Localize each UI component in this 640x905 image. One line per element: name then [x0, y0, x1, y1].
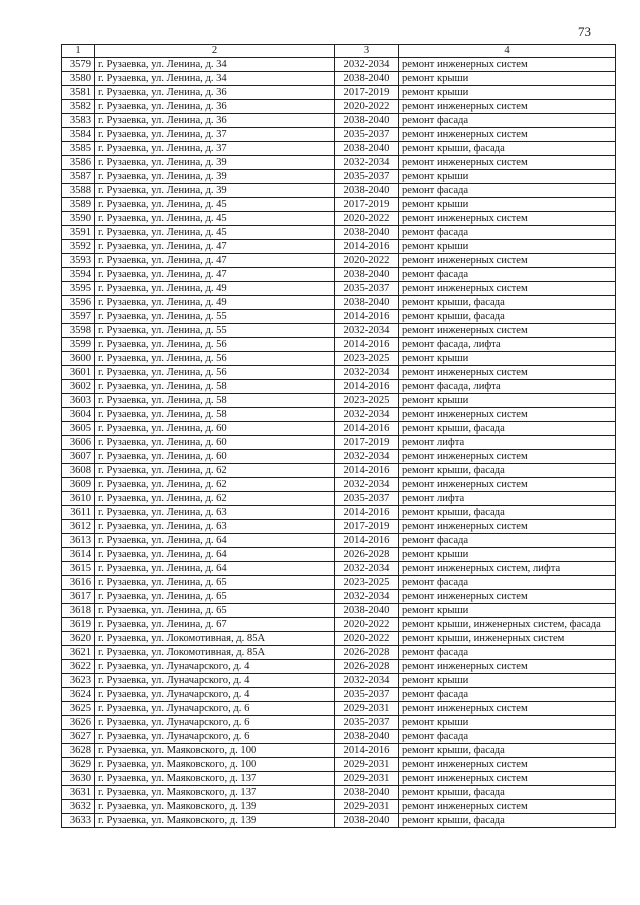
- work-type: ремонт крыши: [399, 548, 616, 562]
- period: 2038-2040: [335, 296, 399, 310]
- row-number: 3609: [62, 478, 95, 492]
- period: 2014-2016: [335, 506, 399, 520]
- period: 2017-2019: [335, 198, 399, 212]
- period: 2032-2034: [335, 366, 399, 380]
- row-number: 3580: [62, 72, 95, 86]
- work-type: ремонт крыши, фасада: [399, 786, 616, 800]
- row-number: 3586: [62, 156, 95, 170]
- address: г. Рузаевка, ул. Маяковского, д. 100: [95, 758, 335, 772]
- work-type: ремонт крыши: [399, 86, 616, 100]
- table-row: [62, 408, 616, 422]
- row-number: 3603: [62, 394, 95, 408]
- table-row: [62, 506, 616, 520]
- address: г. Рузаевка, ул. Ленина, д. 49: [95, 282, 335, 296]
- address: г. Рузаевка, ул. Ленина, д. 67: [95, 618, 335, 632]
- period: 2038-2040: [335, 226, 399, 240]
- table-row: [62, 268, 616, 282]
- row-number: 3579: [62, 58, 95, 72]
- period: 2020-2022: [335, 254, 399, 268]
- work-type: ремонт лифта: [399, 492, 616, 506]
- period: 2020-2022: [335, 632, 399, 646]
- address: г. Рузаевка, ул. Луначарского, д. 4: [95, 688, 335, 702]
- table-row: [62, 86, 616, 100]
- period: 2017-2019: [335, 436, 399, 450]
- work-type: ремонт крыши, инженерных систем: [399, 632, 616, 646]
- header-col-4: 4: [399, 45, 616, 58]
- period: 2020-2022: [335, 100, 399, 114]
- period: 2038-2040: [335, 72, 399, 86]
- row-number: 3585: [62, 142, 95, 156]
- work-type: ремонт крыши, фасада: [399, 744, 616, 758]
- period: 2035-2037: [335, 492, 399, 506]
- table-row: [62, 604, 616, 618]
- address: г. Рузаевка, ул. Ленина, д. 64: [95, 534, 335, 548]
- table-row: [62, 100, 616, 114]
- table-row: [62, 492, 616, 506]
- address: г. Рузаевка, ул. Ленина, д. 60: [95, 422, 335, 436]
- work-type: ремонт лифта: [399, 436, 616, 450]
- table-row: [62, 226, 616, 240]
- period: 2023-2025: [335, 576, 399, 590]
- table-row: [62, 240, 616, 254]
- row-number: 3621: [62, 646, 95, 660]
- row-number: 3592: [62, 240, 95, 254]
- work-type: ремонт крыши: [399, 352, 616, 366]
- work-type: ремонт инженерных систем: [399, 282, 616, 296]
- row-number: 3594: [62, 268, 95, 282]
- period: 2014-2016: [335, 534, 399, 548]
- period: 2014-2016: [335, 380, 399, 394]
- row-number: 3598: [62, 324, 95, 338]
- table-row: [62, 548, 616, 562]
- address: г. Рузаевка, ул. Луначарского, д. 4: [95, 674, 335, 688]
- row-number: 3620: [62, 632, 95, 646]
- work-type: ремонт крыши, фасада: [399, 296, 616, 310]
- address: г. Рузаевка, ул. Ленина, д. 45: [95, 226, 335, 240]
- row-number: 3633: [62, 814, 95, 828]
- period: 2032-2034: [335, 324, 399, 338]
- address: г. Рузаевка, ул. Ленина, д. 39: [95, 184, 335, 198]
- period: 2029-2031: [335, 702, 399, 716]
- header-col-1: 1: [62, 45, 95, 58]
- row-number: 3601: [62, 366, 95, 380]
- row-number: 3600: [62, 352, 95, 366]
- row-number: 3611: [62, 506, 95, 520]
- table-row: [62, 786, 616, 800]
- period: 2020-2022: [335, 618, 399, 632]
- work-type: ремонт инженерных систем: [399, 590, 616, 604]
- period: 2032-2034: [335, 562, 399, 576]
- work-type: ремонт инженерных систем: [399, 58, 616, 72]
- row-number: 3614: [62, 548, 95, 562]
- address: г. Рузаевка, ул. Ленина, д. 37: [95, 128, 335, 142]
- address: г. Рузаевка, ул. Луначарского, д. 4: [95, 660, 335, 674]
- table-row: [62, 590, 616, 604]
- row-number: 3625: [62, 702, 95, 716]
- address: г. Рузаевка, ул. Ленина, д. 62: [95, 464, 335, 478]
- period: 2038-2040: [335, 268, 399, 282]
- row-number: 3587: [62, 170, 95, 184]
- table-row: [62, 478, 616, 492]
- work-type: ремонт фасада: [399, 184, 616, 198]
- work-type: ремонт крыши: [399, 72, 616, 86]
- row-number: 3604: [62, 408, 95, 422]
- work-type: ремонт инженерных систем: [399, 156, 616, 170]
- table-row: [62, 534, 616, 548]
- address: г. Рузаевка, ул. Ленина, д. 47: [95, 254, 335, 268]
- period: 2035-2037: [335, 716, 399, 730]
- work-type: ремонт фасада, лифта: [399, 380, 616, 394]
- work-type: ремонт инженерных систем: [399, 660, 616, 674]
- address: г. Рузаевка, ул. Ленина, д. 34: [95, 58, 335, 72]
- period: 2023-2025: [335, 352, 399, 366]
- period: 2017-2019: [335, 520, 399, 534]
- address: г. Рузаевка, ул. Ленина, д. 63: [95, 520, 335, 534]
- work-type: ремонт фасада: [399, 730, 616, 744]
- period: 2038-2040: [335, 786, 399, 800]
- address: г. Рузаевка, ул. Ленина, д. 60: [95, 450, 335, 464]
- period: 2035-2037: [335, 128, 399, 142]
- table-row: [62, 520, 616, 534]
- table-row: [62, 772, 616, 786]
- table-row: [62, 352, 616, 366]
- table-row: [62, 212, 616, 226]
- row-number: 3582: [62, 100, 95, 114]
- table-row: [62, 800, 616, 814]
- address: г. Рузаевка, ул. Ленина, д. 49: [95, 296, 335, 310]
- row-number: 3589: [62, 198, 95, 212]
- row-number: 3596: [62, 296, 95, 310]
- address: г. Рузаевка, ул. Ленина, д. 60: [95, 436, 335, 450]
- row-number: 3631: [62, 786, 95, 800]
- table-row: [62, 72, 616, 86]
- row-number: 3606: [62, 436, 95, 450]
- work-type: ремонт инженерных систем: [399, 702, 616, 716]
- table-row: [62, 338, 616, 352]
- address: г. Рузаевка, ул. Ленина, д. 65: [95, 604, 335, 618]
- work-type: ремонт инженерных систем: [399, 450, 616, 464]
- address: г. Рузаевка, ул. Ленина, д. 65: [95, 590, 335, 604]
- work-type: ремонт инженерных систем: [399, 324, 616, 338]
- work-type: ремонт крыши: [399, 170, 616, 184]
- work-type: ремонт крыши, инженерных систем, фасада: [399, 618, 616, 632]
- header-row: [62, 45, 616, 58]
- row-number: 3626: [62, 716, 95, 730]
- address: г. Рузаевка, ул. Ленина, д. 45: [95, 198, 335, 212]
- table-row: [62, 380, 616, 394]
- period: 2014-2016: [335, 338, 399, 352]
- table-row: [62, 562, 616, 576]
- row-number: 3630: [62, 772, 95, 786]
- table-row: [62, 128, 616, 142]
- work-type: ремонт инженерных систем, лифта: [399, 562, 616, 576]
- work-type: ремонт инженерных систем: [399, 128, 616, 142]
- period: 2032-2034: [335, 156, 399, 170]
- address: г. Рузаевка, ул. Ленина, д. 36: [95, 86, 335, 100]
- row-number: 3599: [62, 338, 95, 352]
- address: г. Рузаевка, ул. Ленина, д. 34: [95, 72, 335, 86]
- work-type: ремонт крыши, фасада: [399, 506, 616, 520]
- address: г. Рузаевка, ул. Ленина, д. 45: [95, 212, 335, 226]
- row-number: 3616: [62, 576, 95, 590]
- address: г. Рузаевка, ул. Ленина, д. 55: [95, 310, 335, 324]
- row-number: 3595: [62, 282, 95, 296]
- row-number: 3622: [62, 660, 95, 674]
- address: г. Рузаевка, ул. Маяковского, д. 137: [95, 772, 335, 786]
- row-number: 3581: [62, 86, 95, 100]
- work-type: ремонт крыши: [399, 604, 616, 618]
- address: г. Рузаевка, ул. Ленина, д. 58: [95, 394, 335, 408]
- work-type: ремонт инженерных систем: [399, 100, 616, 114]
- table-row: [62, 716, 616, 730]
- address: г. Рузаевка, ул. Луначарского, д. 6: [95, 702, 335, 716]
- repair-schedule-table: [61, 44, 616, 828]
- table-row: [62, 282, 616, 296]
- work-type: ремонт крыши, фасада: [399, 422, 616, 436]
- row-number: 3607: [62, 450, 95, 464]
- table-row: [62, 198, 616, 212]
- period: 2038-2040: [335, 604, 399, 618]
- table-row: [62, 730, 616, 744]
- work-type: ремонт инженерных систем: [399, 772, 616, 786]
- address: г. Рузаевка, ул. Ленина, д. 36: [95, 100, 335, 114]
- work-type: ремонт инженерных систем: [399, 758, 616, 772]
- table-row: [62, 576, 616, 590]
- address: г. Рузаевка, ул. Ленина, д. 39: [95, 170, 335, 184]
- work-type: ремонт инженерных систем: [399, 254, 616, 268]
- table-row: [62, 758, 616, 772]
- period: 2032-2034: [335, 408, 399, 422]
- period: 2038-2040: [335, 114, 399, 128]
- row-number: 3623: [62, 674, 95, 688]
- table-row: [62, 646, 616, 660]
- table-row: [62, 744, 616, 758]
- address: г. Рузаевка, ул. Ленина, д. 58: [95, 408, 335, 422]
- period: 2014-2016: [335, 744, 399, 758]
- address: г. Рузаевка, ул. Маяковского, д. 139: [95, 814, 335, 828]
- table-row: [62, 660, 616, 674]
- work-type: ремонт крыши: [399, 716, 616, 730]
- period: 2035-2037: [335, 688, 399, 702]
- period: 2032-2034: [335, 674, 399, 688]
- address: г. Рузаевка, ул. Ленина, д. 64: [95, 562, 335, 576]
- work-type: ремонт инженерных систем: [399, 366, 616, 380]
- row-number: 3590: [62, 212, 95, 226]
- work-type: ремонт крыши, фасада: [399, 142, 616, 156]
- table-row: [62, 58, 616, 72]
- address: г. Рузаевка, ул. Ленина, д. 56: [95, 366, 335, 380]
- period: 2029-2031: [335, 772, 399, 786]
- row-number: 3608: [62, 464, 95, 478]
- table-row: [62, 436, 616, 450]
- table-body: [62, 58, 616, 828]
- address: г. Рузаевка, ул. Ленина, д. 56: [95, 352, 335, 366]
- address: г. Рузаевка, ул. Ленина, д. 63: [95, 506, 335, 520]
- header-col-3: 3: [335, 45, 399, 58]
- period: 2020-2022: [335, 212, 399, 226]
- address: г. Рузаевка, ул. Маяковского, д. 100: [95, 744, 335, 758]
- row-number: 3617: [62, 590, 95, 604]
- work-type: ремонт фасада: [399, 646, 616, 660]
- row-number: 3605: [62, 422, 95, 436]
- table-row: [62, 814, 616, 828]
- page-number: 73: [578, 24, 591, 39]
- work-type: ремонт крыши: [399, 198, 616, 212]
- address: г. Рузаевка, ул. Ленина, д. 62: [95, 478, 335, 492]
- period: 2029-2031: [335, 758, 399, 772]
- work-type: ремонт фасада: [399, 114, 616, 128]
- period: 2032-2034: [335, 450, 399, 464]
- work-type: ремонт фасада: [399, 534, 616, 548]
- work-type: ремонт фасада: [399, 268, 616, 282]
- work-type: ремонт крыши, фасада: [399, 814, 616, 828]
- address: г. Рузаевка, ул. Маяковского, д. 139: [95, 800, 335, 814]
- table-row: [62, 310, 616, 324]
- row-number: 3588: [62, 184, 95, 198]
- work-type: ремонт инженерных систем: [399, 520, 616, 534]
- address: г. Рузаевка, ул. Ленина, д. 47: [95, 268, 335, 282]
- address: г. Рузаевка, ул. Ленина, д. 65: [95, 576, 335, 590]
- address: г. Рузаевка, ул. Луначарского, д. 6: [95, 730, 335, 744]
- period: 2026-2028: [335, 660, 399, 674]
- address: г. Рузаевка, ул. Ленина, д. 36: [95, 114, 335, 128]
- address: г. Рузаевка, ул. Ленина, д. 64: [95, 548, 335, 562]
- table-row: [62, 184, 616, 198]
- row-number: 3583: [62, 114, 95, 128]
- address: г. Рузаевка, ул. Ленина, д. 47: [95, 240, 335, 254]
- period: 2032-2034: [335, 58, 399, 72]
- table-row: [62, 618, 616, 632]
- table-row: [62, 324, 616, 338]
- work-type: ремонт крыши, фасада: [399, 464, 616, 478]
- period: 2038-2040: [335, 730, 399, 744]
- table-row: [62, 450, 616, 464]
- table-row: [62, 254, 616, 268]
- row-number: 3597: [62, 310, 95, 324]
- work-type: ремонт крыши: [399, 240, 616, 254]
- period: 2038-2040: [335, 184, 399, 198]
- address: г. Рузаевка, ул. Локомотивная, д. 85А: [95, 632, 335, 646]
- row-number: 3610: [62, 492, 95, 506]
- table-row: [62, 632, 616, 646]
- period: 2029-2031: [335, 800, 399, 814]
- address: г. Рузаевка, ул. Маяковского, д. 137: [95, 786, 335, 800]
- row-number: 3619: [62, 618, 95, 632]
- table-row: [62, 422, 616, 436]
- address: г. Рузаевка, ул. Луначарского, д. 6: [95, 716, 335, 730]
- row-number: 3628: [62, 744, 95, 758]
- row-number: 3613: [62, 534, 95, 548]
- row-number: 3591: [62, 226, 95, 240]
- row-number: 3627: [62, 730, 95, 744]
- work-type: ремонт инженерных систем: [399, 212, 616, 226]
- period: 2014-2016: [335, 310, 399, 324]
- work-type: ремонт крыши, фасада: [399, 310, 616, 324]
- period: 2032-2034: [335, 478, 399, 492]
- period: 2035-2037: [335, 170, 399, 184]
- table-row: [62, 296, 616, 310]
- table-row: [62, 366, 616, 380]
- address: г. Рузаевка, ул. Ленина, д. 37: [95, 142, 335, 156]
- period: 2023-2025: [335, 394, 399, 408]
- work-type: ремонт фасада: [399, 576, 616, 590]
- work-type: ремонт инженерных систем: [399, 800, 616, 814]
- period: 2014-2016: [335, 422, 399, 436]
- row-number: 3602: [62, 380, 95, 394]
- row-number: 3615: [62, 562, 95, 576]
- address: г. Рузаевка, ул. Локомотивная, д. 85А: [95, 646, 335, 660]
- work-type: ремонт фасада: [399, 226, 616, 240]
- period: 2026-2028: [335, 646, 399, 660]
- address: г. Рузаевка, ул. Ленина, д. 58: [95, 380, 335, 394]
- table-row: [62, 702, 616, 716]
- table-row: [62, 674, 616, 688]
- row-number: 3618: [62, 604, 95, 618]
- row-number: 3624: [62, 688, 95, 702]
- table-row: [62, 170, 616, 184]
- address: г. Рузаевка, ул. Ленина, д. 56: [95, 338, 335, 352]
- table-row: [62, 156, 616, 170]
- work-type: ремонт крыши: [399, 674, 616, 688]
- work-type: ремонт инженерных систем: [399, 478, 616, 492]
- period: 2038-2040: [335, 814, 399, 828]
- period: 2032-2034: [335, 590, 399, 604]
- table-row: [62, 114, 616, 128]
- work-type: ремонт фасада: [399, 688, 616, 702]
- address: г. Рузаевка, ул. Ленина, д. 62: [95, 492, 335, 506]
- period: 2035-2037: [335, 282, 399, 296]
- work-type: ремонт фасада, лифта: [399, 338, 616, 352]
- period: 2014-2016: [335, 240, 399, 254]
- address: г. Рузаевка, ул. Ленина, д. 55: [95, 324, 335, 338]
- row-number: 3584: [62, 128, 95, 142]
- work-type: ремонт крыши: [399, 394, 616, 408]
- table-row: [62, 688, 616, 702]
- row-number: 3612: [62, 520, 95, 534]
- period: 2026-2028: [335, 548, 399, 562]
- row-number: 3632: [62, 800, 95, 814]
- table-row: [62, 464, 616, 478]
- table-row: [62, 142, 616, 156]
- address: г. Рузаевка, ул. Ленина, д. 39: [95, 156, 335, 170]
- row-number: 3629: [62, 758, 95, 772]
- period: 2017-2019: [335, 86, 399, 100]
- row-number: 3593: [62, 254, 95, 268]
- period: 2038-2040: [335, 142, 399, 156]
- table-row: [62, 394, 616, 408]
- work-type: ремонт инженерных систем: [399, 408, 616, 422]
- header-col-2: 2: [95, 45, 335, 58]
- period: 2014-2016: [335, 464, 399, 478]
